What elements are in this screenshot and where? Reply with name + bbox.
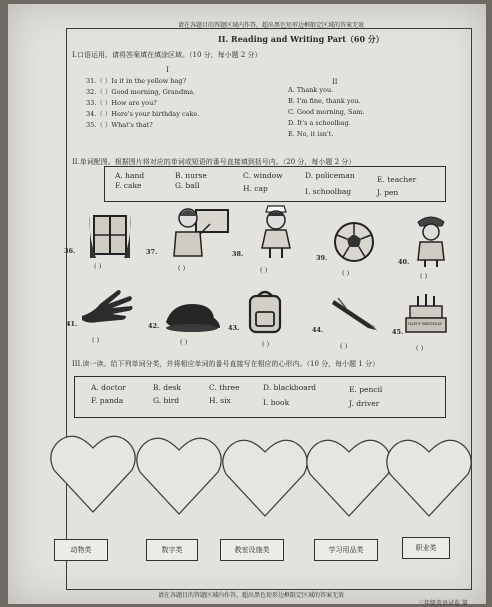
word3-i: I. book xyxy=(263,398,290,407)
pic-number-37: 37. xyxy=(146,248,158,256)
pic-number-44: 44. xyxy=(312,326,324,334)
answer-a: A. Thank you. xyxy=(288,86,334,94)
word3-h: H. six xyxy=(209,396,231,405)
answer-c: C. Good morning, Sam. xyxy=(288,108,365,116)
answer-blank-43[interactable]: ( ) xyxy=(262,340,270,348)
hand-icon xyxy=(78,286,136,326)
word3-c: C. three xyxy=(209,383,240,392)
answer-e: E. No, it isn't. xyxy=(288,130,334,138)
heart-jobs[interactable] xyxy=(384,434,474,520)
word3-j: J. driver xyxy=(349,399,380,408)
answer-blank-37[interactable]: ( ) xyxy=(178,264,186,272)
heart-classroom[interactable] xyxy=(220,434,310,520)
category-school-things: 学习用品类 xyxy=(314,539,378,561)
question-35[interactable]: 35.（ ）What's that? xyxy=(86,121,153,129)
category-jobs: 职业类 xyxy=(402,537,450,559)
question-31[interactable]: 31.（ ）Is it in the yellow bag? xyxy=(86,77,187,85)
word-bank-2 xyxy=(104,166,446,202)
top-note: 请在各题目的答题区域内作答，超出黑色矩形边框限定区域的答案无效 xyxy=(178,22,365,29)
cap-icon xyxy=(162,300,224,334)
pic-number-42: 42. xyxy=(148,322,160,330)
word-d: D. policeman xyxy=(305,171,355,180)
section1-heading: I.口语运用。请将答案填在填涂区域。（10 分，每小题 2 分） xyxy=(72,51,262,59)
exam-sheet xyxy=(8,4,486,607)
pic-number-40: 40. xyxy=(398,258,410,266)
nurse-icon xyxy=(256,202,296,262)
word-j: J. pen xyxy=(377,188,399,197)
bottom-note: 请在各题目的答题区域内作答，超出黑色矩形边框限定区域的答案无效 xyxy=(158,592,345,599)
category-animals: 动物类 xyxy=(54,539,108,561)
section3-heading: III.读一读。给下列单词分类，并将相应单词的番号直接写在相应的心形内。（10 分，每小题 1 分） xyxy=(72,360,380,368)
pic-number-39: 39. xyxy=(316,254,328,262)
ball-icon xyxy=(332,220,376,264)
answer-blank-41[interactable]: ( ) xyxy=(92,336,100,344)
answer-blank-45[interactable]: ( ) xyxy=(416,344,424,352)
word-c: C. window xyxy=(243,171,283,180)
column-i-label: I xyxy=(166,66,169,74)
answer-list xyxy=(288,85,365,140)
question-34[interactable]: 34.（ ）Here's your birthday cake. xyxy=(86,110,200,118)
word3-d: D. blackboard xyxy=(263,383,317,392)
page-footer: 三年级英语试卷 第 xyxy=(418,600,468,607)
word3-b: B. desk xyxy=(153,383,181,392)
pic-number-43: 43. xyxy=(228,324,240,332)
part-title: II. Reading and Writing Part（60 分） xyxy=(218,34,384,44)
question-33[interactable]: 33.（ ）How are you? xyxy=(86,99,157,107)
word-a: A. hand xyxy=(115,171,145,180)
word3-e: E. pencil xyxy=(349,385,383,394)
question-32[interactable]: 32.（ ）Good morning, Grandma. xyxy=(86,88,196,96)
answer-b: B. I'm fine, thank you. xyxy=(288,97,361,105)
answer-blank-38[interactable]: ( ) xyxy=(260,266,268,274)
question-list xyxy=(86,76,199,131)
word-bank-3 xyxy=(74,376,446,418)
window-icon xyxy=(86,210,134,260)
cake-text: HAPPY BIRTHDAY xyxy=(408,322,443,326)
word3-g: G. bird xyxy=(153,396,180,405)
answer-blank-42[interactable]: ( ) xyxy=(180,338,188,346)
answer-blank-40[interactable]: ( ) xyxy=(420,272,428,280)
word3-f: F. panda xyxy=(91,396,124,405)
word-f: F. cake xyxy=(115,181,142,190)
word-b: B. nurse xyxy=(175,171,207,180)
category-numbers: 数字类 xyxy=(146,539,198,561)
pen-icon xyxy=(328,294,382,334)
pic-number-41: 41. xyxy=(66,320,78,328)
word-h: H. cap xyxy=(243,184,268,193)
answer-d: D. It's a schoolbag. xyxy=(288,119,351,127)
policeman-icon xyxy=(412,212,450,268)
word-g: G. ball xyxy=(175,181,200,190)
answer-blank-39[interactable]: ( ) xyxy=(342,269,350,277)
word3-a: A. doctor xyxy=(91,383,126,392)
answer-blank-44[interactable]: ( ) xyxy=(340,342,348,350)
cake-icon xyxy=(402,290,450,338)
pic-number-38: 38. xyxy=(232,250,244,258)
section2-heading: II.单词配图。根据图片将对应的单词或短语的番号直接填到括号内。（20 分，每小题 2 分） xyxy=(72,158,356,166)
pic-number-45: 45. xyxy=(392,328,404,336)
category-classroom: 教室设施类 xyxy=(220,539,284,561)
teacher-icon xyxy=(166,204,232,260)
column-ii-label: II xyxy=(332,78,338,86)
pic-number-36: 36. xyxy=(64,247,76,255)
word-i: I. schoolbag xyxy=(305,187,352,196)
heart-numbers[interactable] xyxy=(134,432,224,518)
heart-school-things[interactable] xyxy=(304,434,394,520)
heart-animals[interactable] xyxy=(48,430,138,516)
schoolbag-icon xyxy=(244,288,286,336)
word-e: E. teacher xyxy=(377,175,417,184)
answer-blank-36[interactable]: ( ) xyxy=(94,262,102,270)
